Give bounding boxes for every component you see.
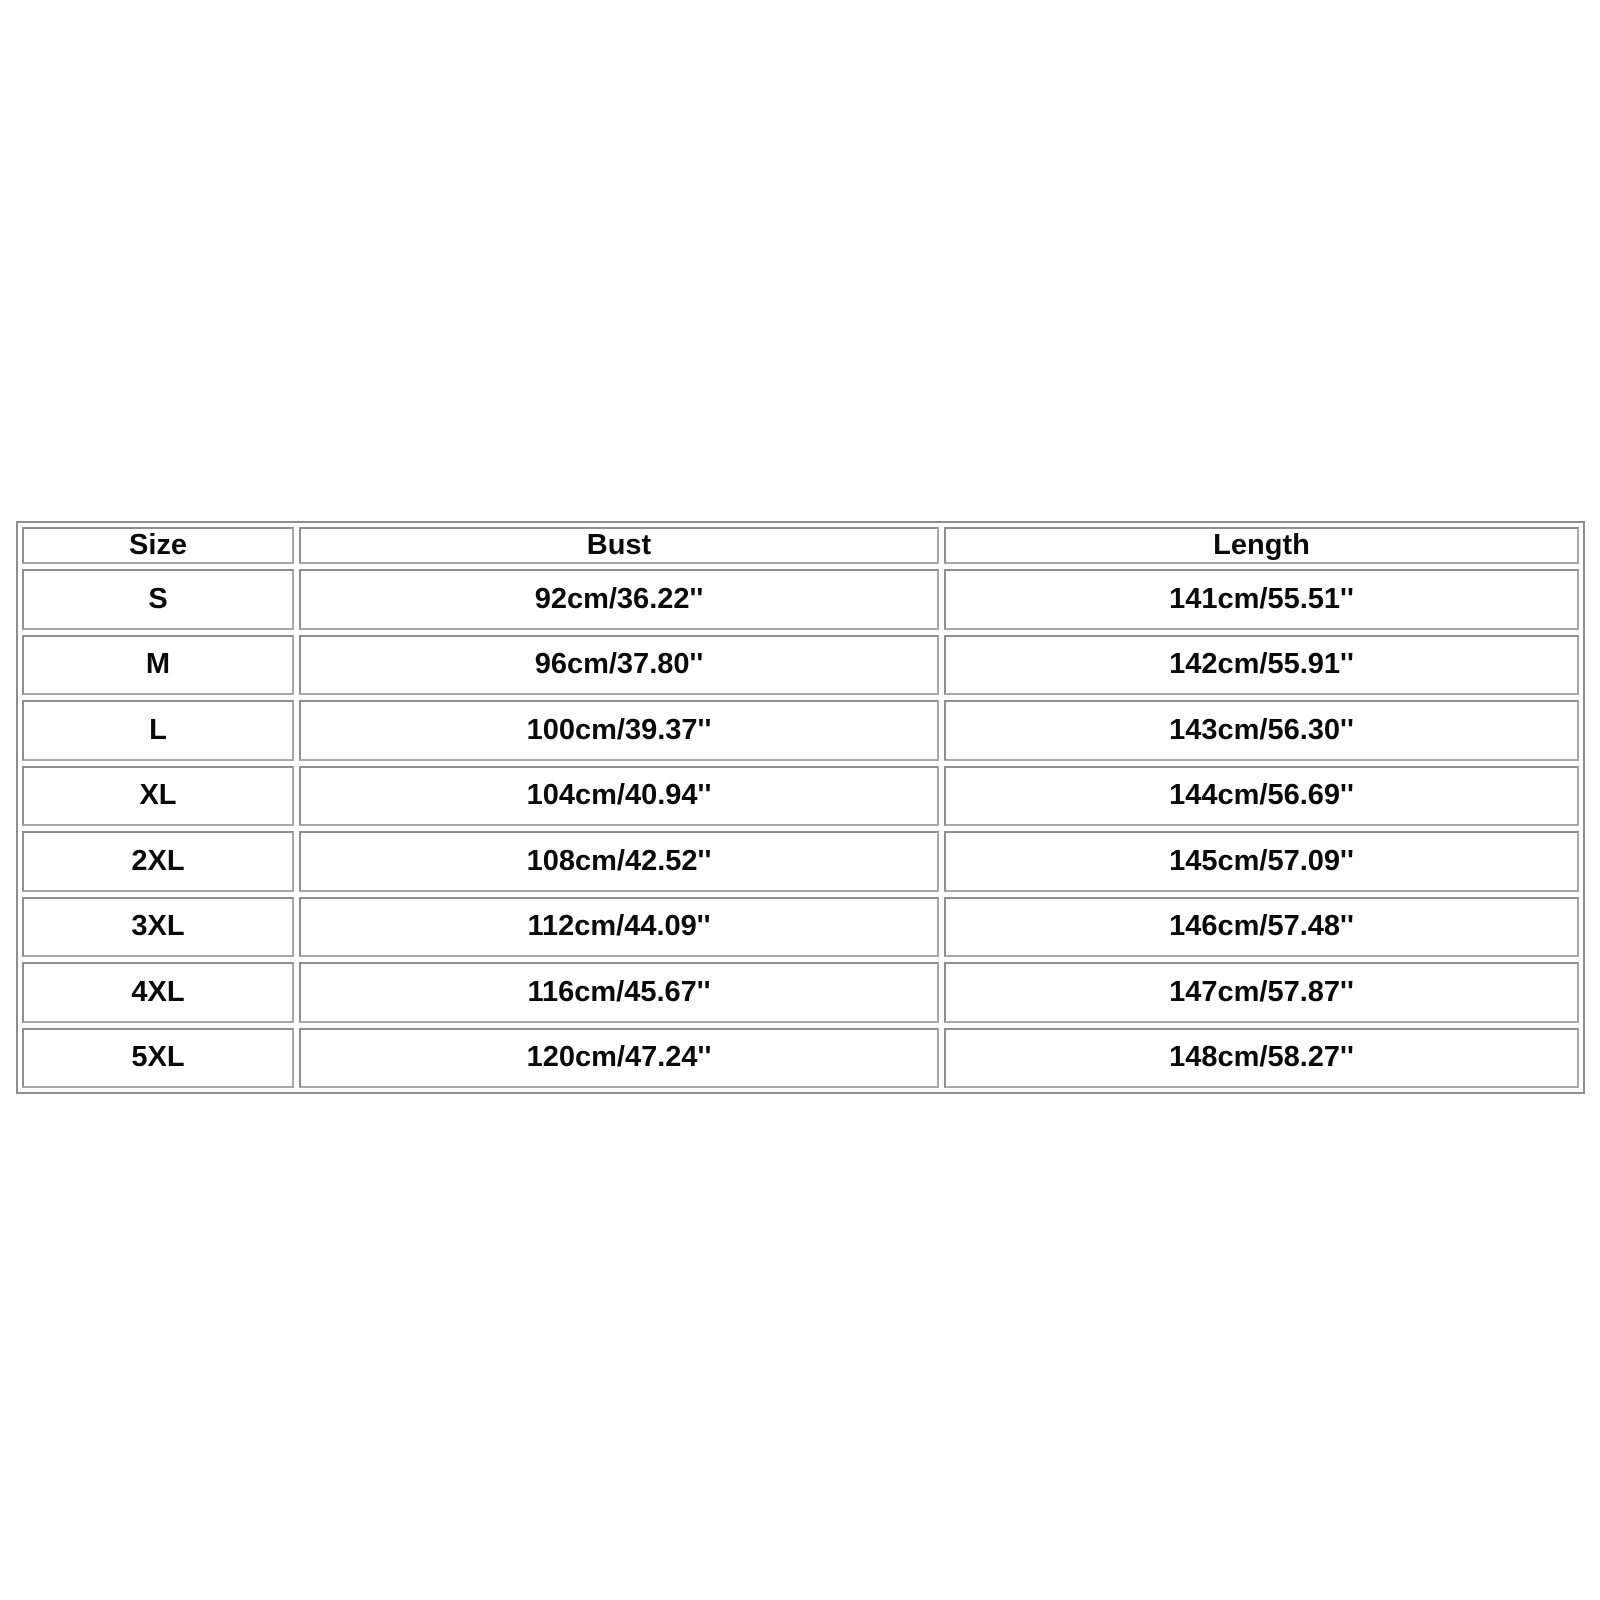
- header-row: [22, 527, 1579, 564]
- cell-length: 146cm/57.48'': [944, 897, 1579, 958]
- cell-size: L: [22, 700, 294, 761]
- cell-length: 141cm/55.51'': [944, 569, 1579, 630]
- table-row: [22, 635, 1579, 696]
- cell-size: 4XL: [22, 962, 294, 1023]
- cell-length: 148cm/58.27'': [944, 1028, 1579, 1089]
- header-size: Size: [22, 527, 294, 564]
- cell-size: 3XL: [22, 897, 294, 958]
- cell-length: 144cm/56.69'': [944, 766, 1579, 827]
- cell-length: 147cm/57.87'': [944, 962, 1579, 1023]
- cell-size: XL: [22, 766, 294, 827]
- table-row: [22, 1028, 1579, 1089]
- table-row: [22, 766, 1579, 827]
- cell-size: 2XL: [22, 831, 294, 892]
- table-row: [22, 897, 1579, 958]
- cell-length: 143cm/56.30'': [944, 700, 1579, 761]
- table-row: [22, 962, 1579, 1023]
- header-length: Length: [944, 527, 1579, 564]
- cell-size: 5XL: [22, 1028, 294, 1089]
- cell-length: 145cm/57.09'': [944, 831, 1579, 892]
- cell-bust: 112cm/44.09'': [299, 897, 939, 958]
- table-row: [22, 831, 1579, 892]
- cell-bust: 92cm/36.22'': [299, 569, 939, 630]
- cell-size: M: [22, 635, 294, 696]
- cell-bust: 100cm/39.37'': [299, 700, 939, 761]
- cell-bust: 104cm/40.94'': [299, 766, 939, 827]
- size-chart: [16, 521, 1585, 1094]
- cell-size: S: [22, 569, 294, 630]
- cell-length: 142cm/55.91'': [944, 635, 1579, 696]
- cell-bust: 108cm/42.52'': [299, 831, 939, 892]
- table-row: [22, 700, 1579, 761]
- cell-bust: 96cm/37.80'': [299, 635, 939, 696]
- cell-bust: 120cm/47.24'': [299, 1028, 939, 1089]
- size-chart-table: [17, 522, 1584, 1093]
- table-row: [22, 569, 1579, 630]
- cell-bust: 116cm/45.67'': [299, 962, 939, 1023]
- header-bust: Bust: [299, 527, 939, 564]
